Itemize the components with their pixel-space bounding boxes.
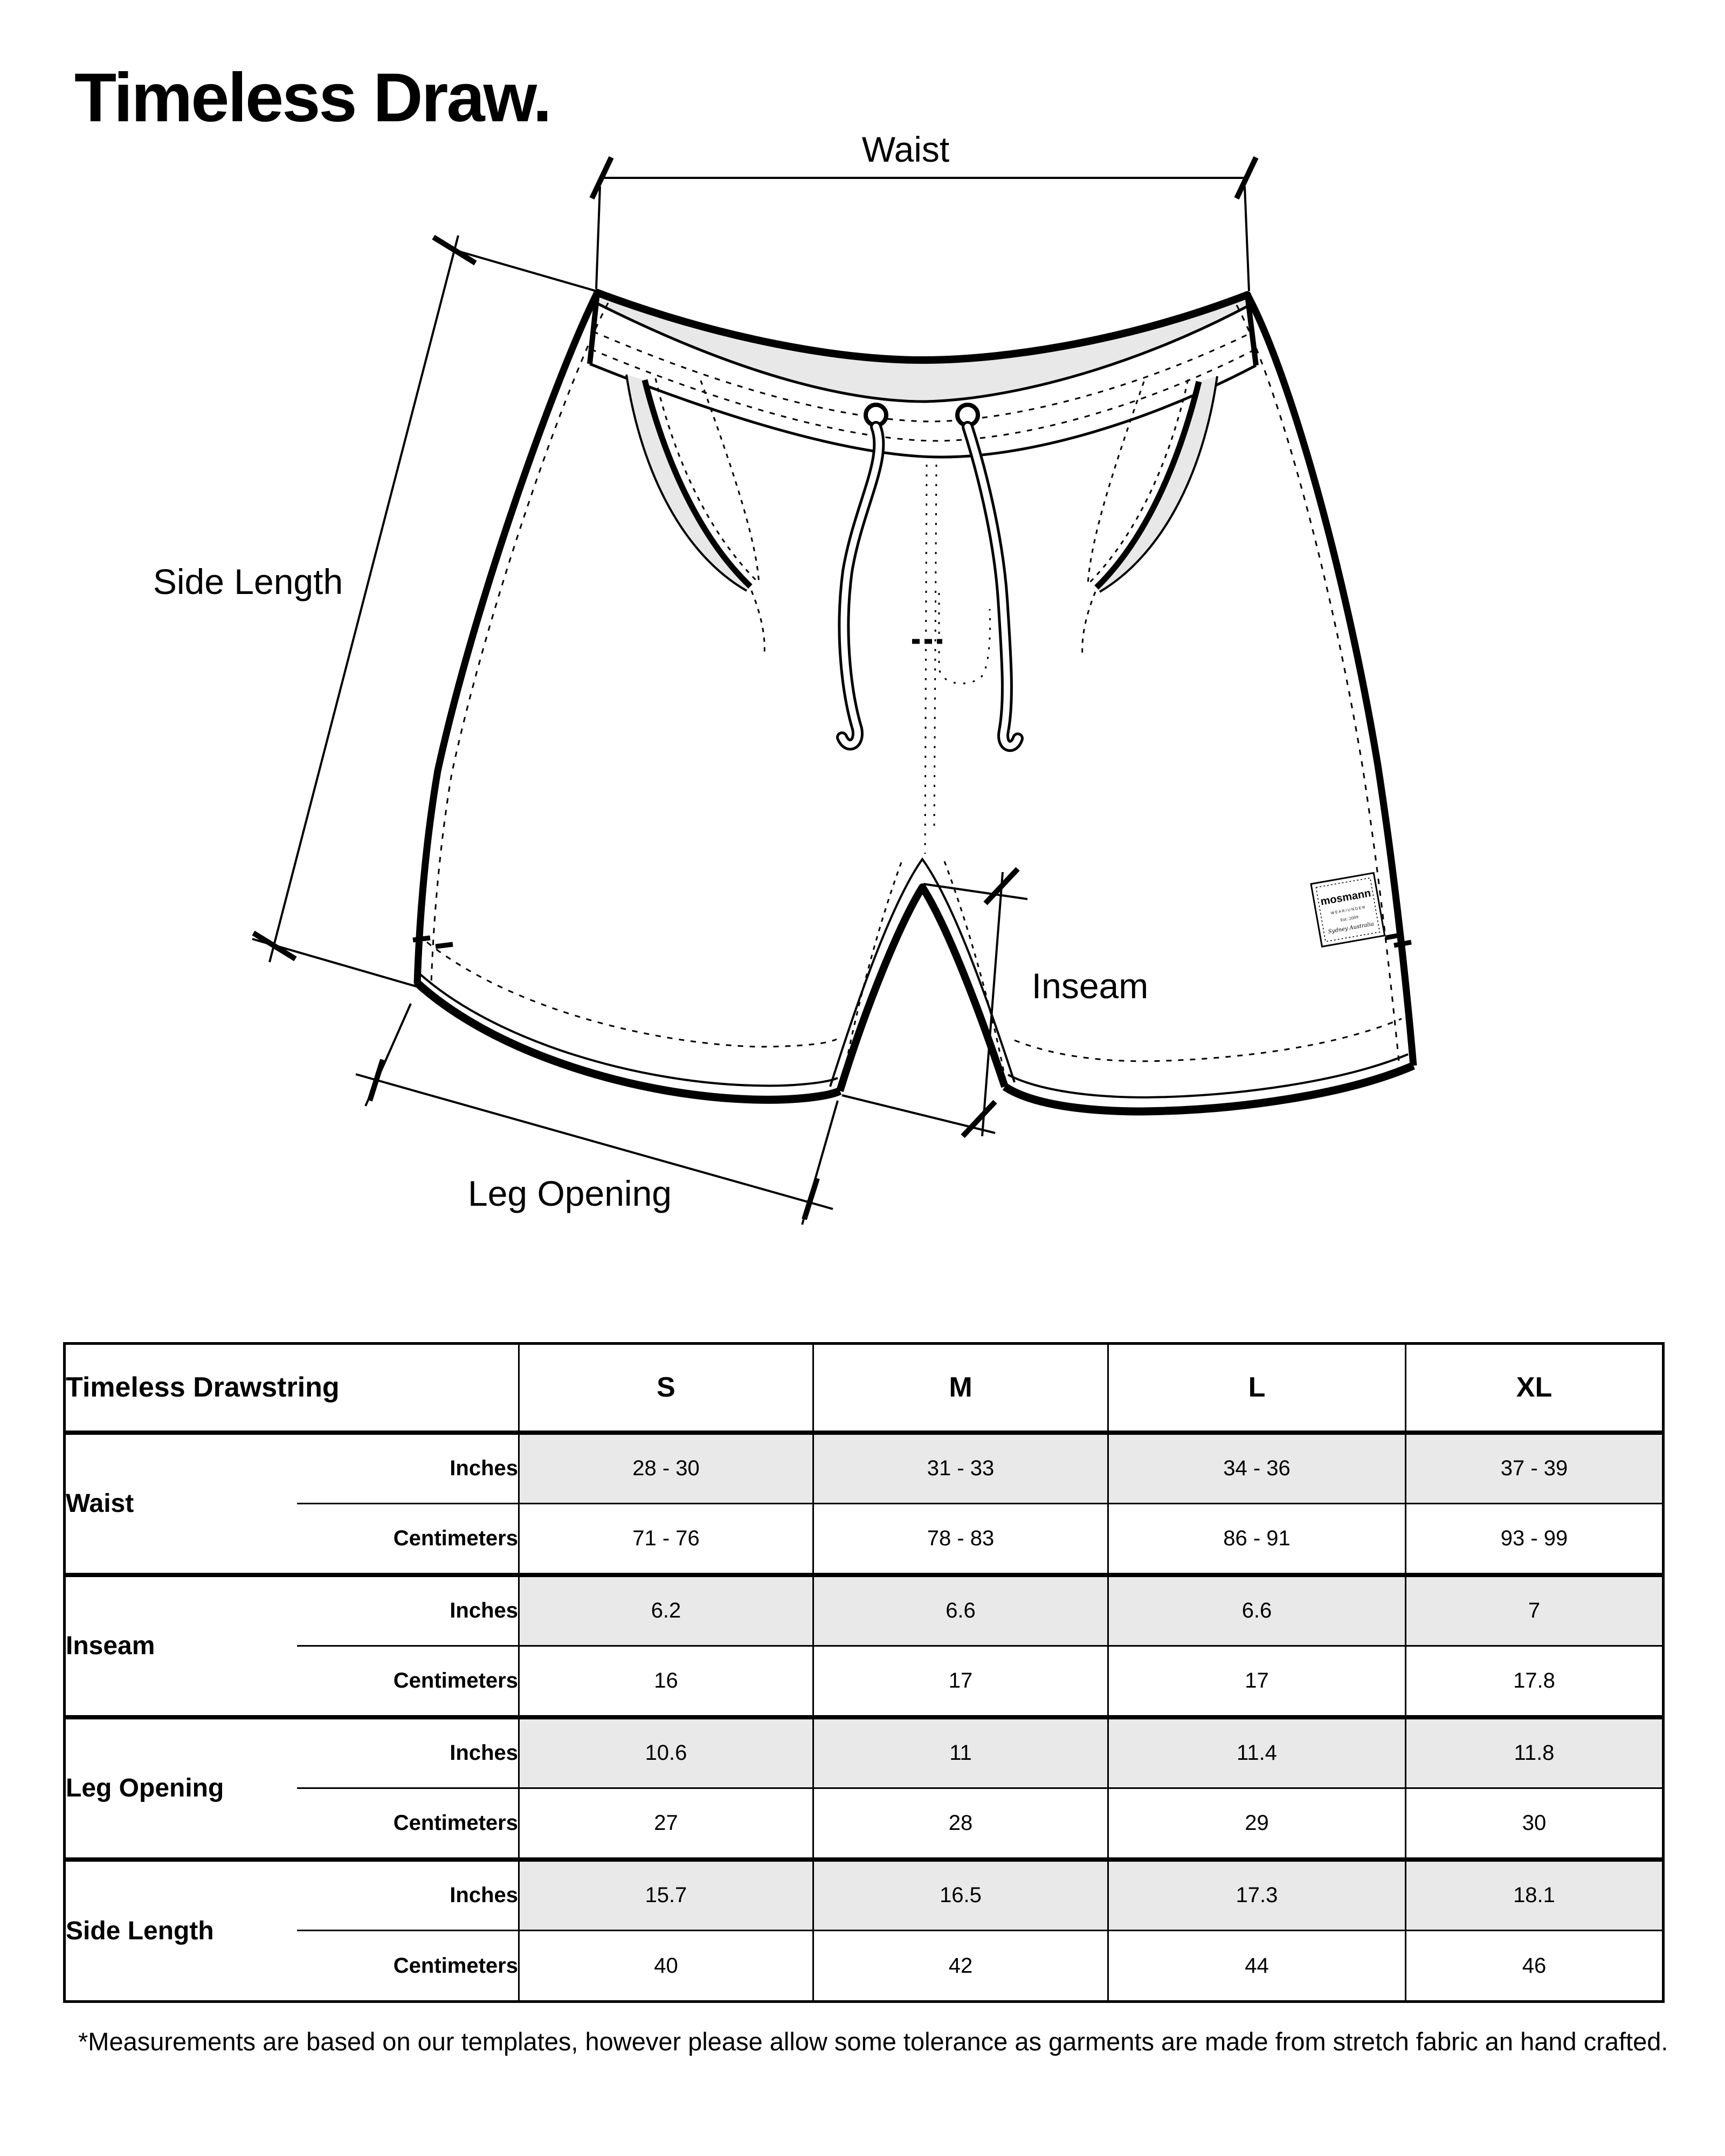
size-header-m: M: [813, 1344, 1108, 1433]
value-cell: 93 - 99: [1406, 1504, 1664, 1575]
value-cell: 17: [1108, 1646, 1406, 1717]
group-label-waist: Waist: [66, 1489, 134, 1518]
unit-label: Inches: [297, 1433, 519, 1504]
table-header-row: [65, 1344, 1664, 1433]
table-row: [65, 1860, 1664, 1931]
patch-line2: W E A R / U N D E R: [1330, 906, 1366, 916]
left-seam-stitch: [431, 303, 608, 984]
inseam-label: Inseam: [1031, 966, 1149, 1006]
size-header-s: S: [519, 1344, 813, 1433]
unit-label: Centimeters: [393, 1668, 518, 1692]
value-cell: 11.4: [1108, 1717, 1406, 1788]
value-cell: 27: [519, 1788, 813, 1860]
value-cell: 6.6: [1108, 1575, 1406, 1646]
drawstring: [842, 427, 1018, 746]
shorts-outline: [413, 293, 1413, 1111]
value-cell: 44: [1108, 1931, 1406, 2002]
brand-label-patch: [1311, 873, 1385, 947]
right-hem: [1005, 1019, 1413, 1111]
value-cell: 11: [813, 1717, 1108, 1788]
unit-label: Centimeters: [393, 1526, 518, 1550]
right-seam-stitch: [1237, 305, 1399, 1066]
product-name-header: Timeless Drawstring: [65, 1344, 519, 1433]
value-cell: 15.7: [519, 1860, 813, 1931]
value-cell: 71 - 76: [519, 1504, 813, 1575]
right-pocket: [1082, 376, 1217, 654]
value-cell: 46: [1406, 1931, 1664, 2002]
table-row: [65, 1504, 1664, 1575]
patch-line3: Est. 2009: [1340, 915, 1359, 923]
value-cell: 17: [813, 1646, 1108, 1717]
value-cell: 28: [813, 1788, 1108, 1860]
value-cell: 7: [1406, 1575, 1664, 1646]
unit-label: Centimeters: [393, 1953, 518, 1978]
unit-label: Inches: [297, 1860, 519, 1931]
table-row: [65, 1433, 1664, 1504]
value-cell: 30: [1406, 1788, 1664, 1860]
waist-label: Waist: [861, 129, 950, 169]
table-row: [65, 1717, 1664, 1788]
value-cell: 18.1: [1406, 1860, 1664, 1931]
value-cell: 37 - 39: [1406, 1433, 1664, 1504]
table-row: [65, 1788, 1664, 1860]
group-label-side-length: Side Length: [65, 1860, 297, 2002]
table-row: [65, 1575, 1664, 1646]
table-row: [65, 1931, 1664, 2002]
page-title: Timeless Draw.: [74, 59, 550, 136]
seam-notches: [413, 935, 1411, 946]
side-length-label: Side Length: [153, 562, 343, 602]
fly-stitching: [912, 465, 990, 854]
size-header-xl: XL: [1406, 1344, 1664, 1433]
value-cell: 6.6: [813, 1575, 1108, 1646]
value-cell: 40: [519, 1931, 813, 2002]
unit-label: Centimeters: [393, 1811, 518, 1835]
value-cell: 34 - 36: [1108, 1433, 1406, 1504]
value-cell: 17.8: [1406, 1646, 1664, 1717]
group-label-leg-opening: Leg Opening: [65, 1717, 297, 1860]
value-cell: 16: [519, 1646, 813, 1717]
measurement-disclaimer: *Measurements are based on our templates, however please allow some tolerance as garments are made from stretch fabric an hand crafted.: [78, 2027, 1668, 2056]
group-label-inseam: Inseam: [65, 1575, 297, 1717]
patch-line4: Sydney Australia: [1328, 921, 1375, 935]
table-row: [65, 1646, 1664, 1717]
size-table: [63, 1342, 1665, 2003]
value-cell: 78 - 83: [813, 1504, 1108, 1575]
value-cell: 29: [1108, 1788, 1406, 1860]
value-cell: 17.3: [1108, 1860, 1406, 1931]
value-cell: 42: [813, 1931, 1108, 2002]
left-hem: [416, 942, 840, 1100]
waist-dimension: [592, 157, 1256, 291]
left-side-seam: [417, 293, 597, 984]
unit-label: Inches: [297, 1717, 519, 1788]
patch-brand: mosmann: [1319, 887, 1372, 908]
value-cell: 11.8: [1406, 1717, 1664, 1788]
value-cell: 31 - 33: [813, 1433, 1108, 1504]
leg-opening-label: Leg Opening: [468, 1173, 672, 1213]
value-cell: 10.6: [519, 1717, 813, 1788]
size-header-l: L: [1108, 1344, 1406, 1433]
right-side-seam: [1247, 295, 1413, 1066]
value-cell: 16.5: [813, 1860, 1108, 1931]
left-pocket: [626, 375, 764, 653]
value-cell: 86 - 91: [1108, 1504, 1406, 1575]
value-cell: 28 - 30: [519, 1433, 813, 1504]
value-cell: 6.2: [519, 1575, 813, 1646]
unit-label: Inches: [297, 1575, 519, 1646]
